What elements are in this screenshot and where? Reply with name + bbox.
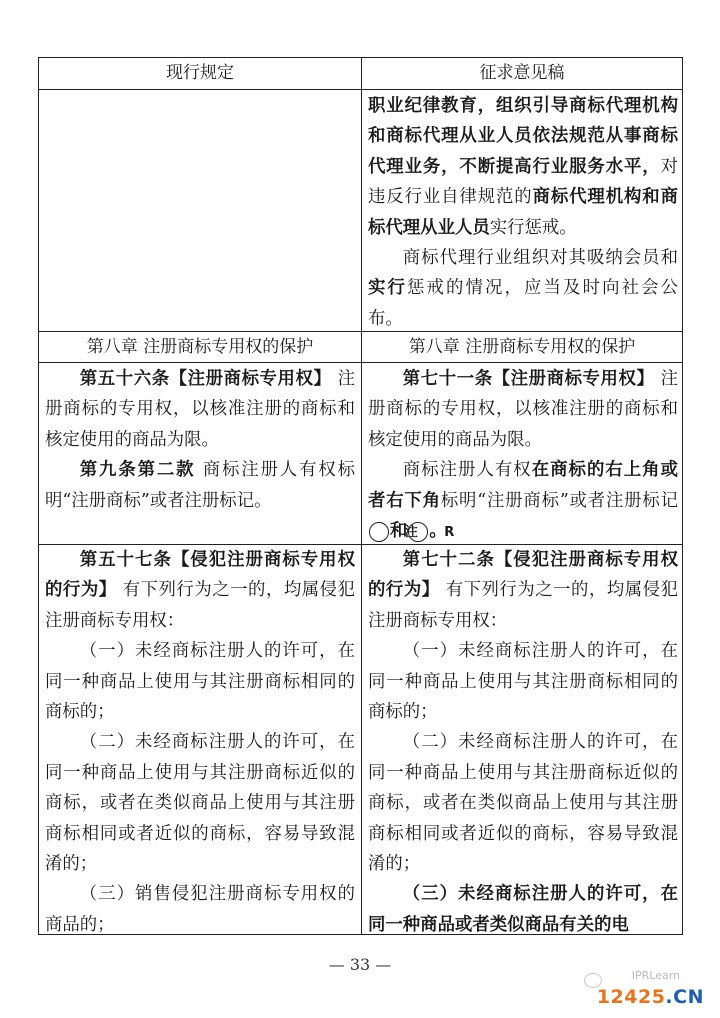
row-divider (39, 89, 682, 90)
article-57: 第五十七条【侵犯注册商标专用权的行为】 有下列行为之一的，均属侵犯注册商标专用权： (45, 550, 355, 631)
list-item: （二）未经商标注册人的许可，在同一种商品上使用与其注册商标近似的商标，或者在类似商品上使用与其注册商标相同或者近似的商标，容易导致混淆的； (45, 732, 355, 875)
column-divider (361, 58, 362, 934)
row4-right-cell (368, 545, 678, 940)
article-72: 第七十二条【侵犯注册商标专用权的行为】 有下列行为之一的，均属侵犯注册商标专用权： (368, 550, 678, 631)
text-run: 职业纪律教育，组织引导商标代理机构和商标代理从业人员依法规范从事商标代理业务，不断提高行业服务水平， (368, 96, 678, 177)
watermark-faint: IPRLearn (631, 969, 680, 982)
article-71: 第七十一条【注册商标专用权】 注册商标的专用权，以核准注册的商标和核定使用的商品为限。 (368, 369, 678, 450)
chapter-title-left: 第八章 注册商标专用权的保护 (86, 337, 314, 357)
text-run: 商标代理行业组织对其吸纳会员和 (402, 248, 678, 269)
header-draft: 征求意见稿 (479, 63, 565, 83)
page-number: — 33 — (328, 955, 392, 974)
text-run: 商标代理机构和商标代理从业人员 (368, 187, 678, 238)
chapter-title-right: 第八章 注册商标专用权的保护 (408, 337, 636, 357)
row1-right-cell (368, 91, 678, 334)
article-9-para-2: 第九条第二款 商标注册人有权标明“注册商标”或者注册标记。 (45, 460, 355, 511)
row1-right-paragraph-2 (368, 243, 678, 334)
row3-left-cell (45, 364, 355, 516)
text-run: 实行 (368, 278, 408, 299)
article-71-para-2: 商标注册人有权在商标的右上角或者右下角标明“注册商标”或者注册标记注和 R。 (368, 460, 678, 542)
row3-right-cell (368, 364, 678, 546)
header-current-rules: 现行规定 (166, 63, 234, 83)
text-run: 惩戒的情况，应当及时向社会公布。 (368, 278, 678, 329)
list-item: （二）未经商标注册人的许可，在同一种商品上使用与其注册商标近似的商标，或者在类似商品上使用与其注册商标相同或者近似的商标，容易导致混淆的； (368, 732, 678, 875)
comparison-table (38, 57, 683, 935)
article-56: 第五十六条【注册商标专用权】 注册商标的专用权，以核准注册的商标和核定使用的商品为限。 (45, 369, 355, 450)
list-item: （一）未经商标注册人的许可，在同一种商品上使用与其注册商标相同的商标的； (45, 641, 355, 723)
row4-left-cell (45, 545, 355, 940)
list-item: （一）未经商标注册人的许可，在同一种商品上使用与其注册商标相同的商标的； (368, 641, 678, 723)
watermark-logo: 12425.CN (596, 986, 704, 1008)
row1-right-paragraph (368, 91, 678, 243)
circled-zhu-mark: 注 (369, 522, 389, 542)
registered-mark: R (408, 522, 428, 542)
list-item: （三）销售侵犯注册商标专用权的商品的； (45, 884, 355, 935)
list-item-bold: （三）未经商标注册人的许可，在同一种商品或者类似商品有关的电 (368, 884, 678, 935)
row-divider (39, 362, 682, 363)
text-run: 实行惩戒。 (489, 217, 577, 238)
text-run: 对违反行业自律规范的 (368, 156, 678, 208)
